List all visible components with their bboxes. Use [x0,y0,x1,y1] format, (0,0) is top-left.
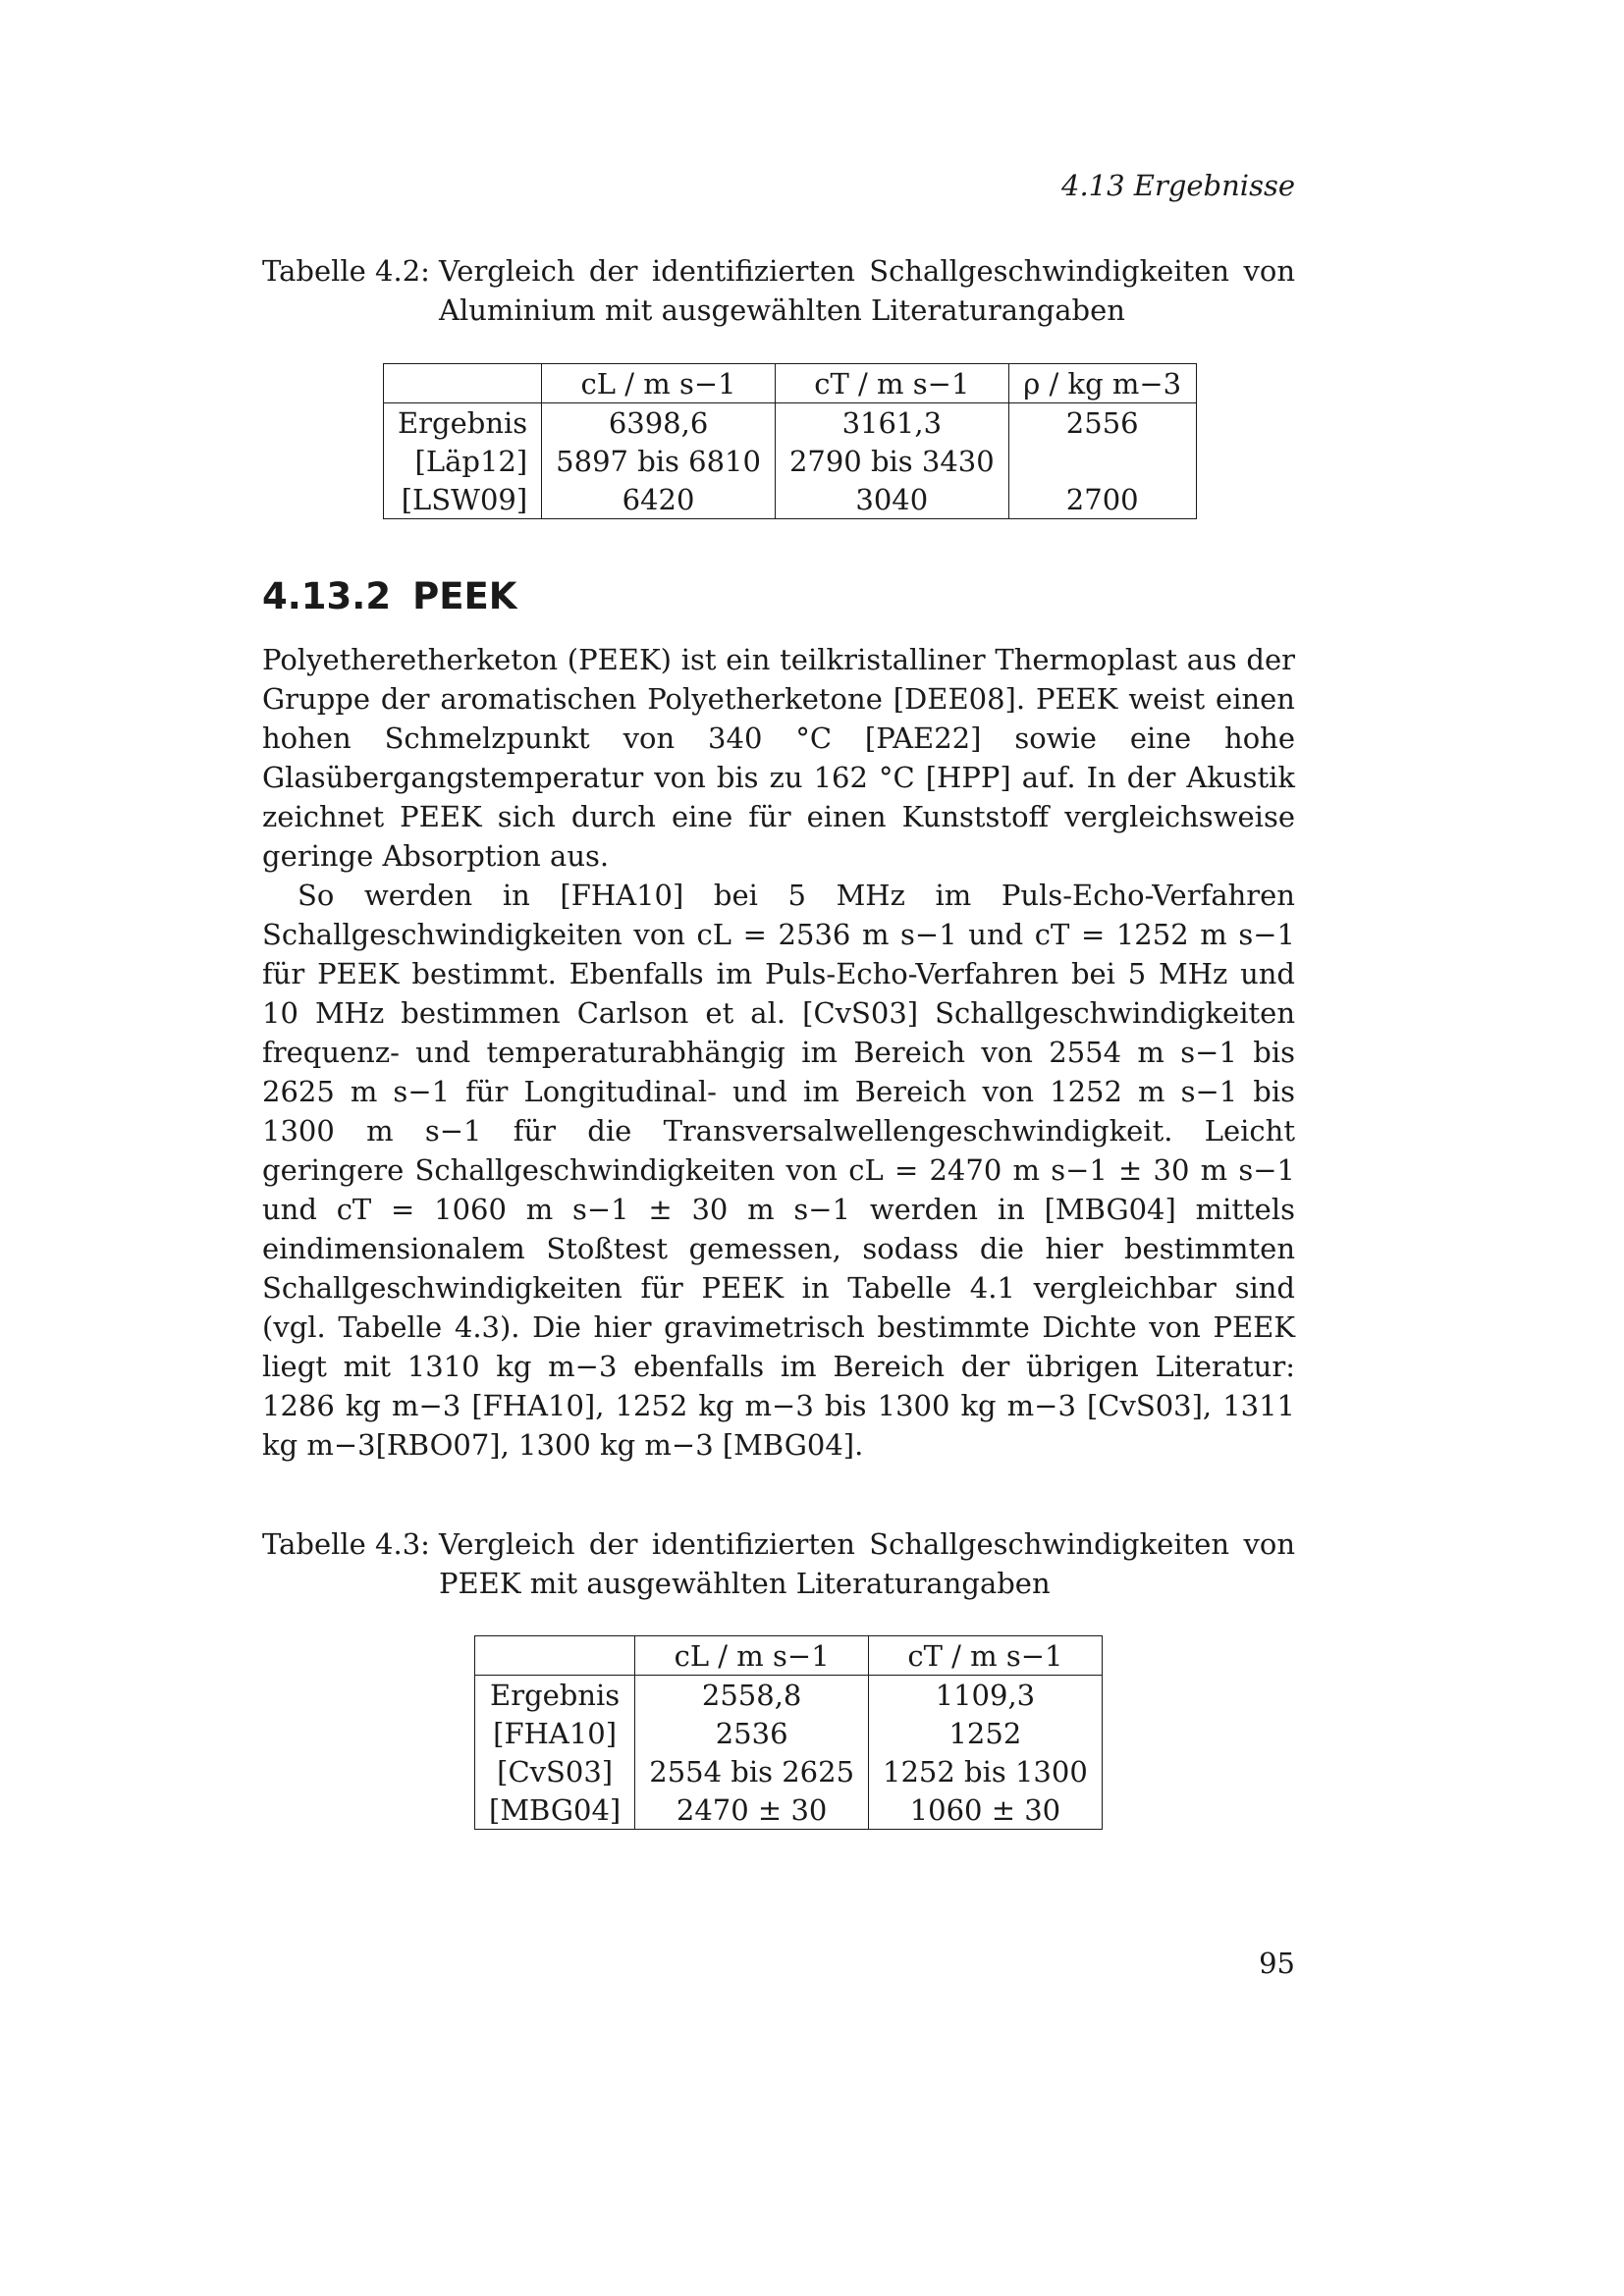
table-cell: 2554 bis 2625 [635,1752,869,1790]
paragraph: Polyetheretherketon (PEEK) ist ein teilkristalliner Thermoplast aus der Gruppe der aromatischen Polyetherketone [DEE08]. PEEK weist einen hohen Schmelzpunkt von 340 °C [PAE22] sowie eine hohe Glasübergangstemperatur von bis zu 162 °C [HPP] auf. In der Akustik zeichnet PEEK sich durch eine für einen Kunststoff vergleichsweise geringe Absorption aus. [262,643,1295,873]
column-header: ρ / kg m−3 [1008,364,1196,403]
table-row [475,1790,1103,1830]
caption-text: Vergleich der identifizierten Schallgeschwindigkeiten von Aluminium mit ausgewählten Literaturangaben [439,254,1295,327]
table-cell: 2556 [1008,403,1196,443]
table-cell: 2790 bis 3430 [775,442,1008,480]
paragraph: So werden in [FHA10] bei 5 MHz im Puls-Echo-Verfahren Schallgeschwindigkeiten von cL = 2536 m s−1 und cT = 1252 m s−1 für PEEK bestimmt. Ebenfalls im Puls-Echo-Verfahren bei 5 MHz und 10 MHz bestimmen Carlson et al. [CvS03] Schallgeschwindigkeiten frequenz- und temperaturabhängig im Bereich von 2554 m s−1 bis 2625 m s−1 für Longitudinal- und im Bereich von 1252 m s−1 bis 1300 m s−1 für die Transversalwellengeschwindigkeit. Leicht geringere Schallgeschwindigkeiten von cL = 2470 m s−1 ± 30 m s−1 und cT = 1060 m s−1 ± 30 m s−1 werden in [MBG04] mittels eindimensionalem Stoßtest gemessen, sodass die hier bestimmten Schallgeschwindigkeiten für PEEK in Tabelle 4.1 vergleichbar sind (vgl. Tabelle 4.3). Die hier gravimetrisch bestimmte Dichte von PEEK liegt mit 1310 kg m−3 ebenfalls im Bereich der übrigen Literatur: 1286 kg m−3 [FHA10], 1252 kg m−3 bis 1300 kg m−3 [CvS03], 1311 kg m−3[RBO07], 1300 kg m−3 [MBG04]. [262,879,1295,1462]
running-header: 4.13 Ergebnisse [1061,169,1295,202]
table-cell: 5897 bis 6810 [542,442,776,480]
column-header: cT / m s−1 [869,1636,1103,1676]
table-caption [262,1524,1295,1603]
table-row [384,480,1197,519]
table-cell: 3161,3 [775,403,1008,443]
column-header: cT / m s−1 [775,364,1008,403]
data-table-aluminium [383,363,1197,519]
table-cell: 1252 bis 1300 [869,1752,1103,1790]
table-caption [262,251,1295,330]
table-header-row [384,364,1197,403]
table-cell: 2536 [635,1714,869,1752]
row-label: [MBG04] [475,1790,635,1830]
row-label: Ergebnis [384,403,542,443]
table-header-row [475,1636,1103,1676]
table-cell: 3040 [775,480,1008,519]
section-heading [262,575,516,617]
table-row [384,442,1197,480]
column-header: cL / m s−1 [635,1636,869,1676]
table-cell: 1109,3 [869,1676,1103,1715]
table-cell: 6420 [542,480,776,519]
table-cell: 2700 [1008,480,1196,519]
section-number: 4.13.2 [262,575,392,617]
table-row [475,1752,1103,1790]
column-header [475,1636,635,1676]
row-label: Ergebnis [475,1676,635,1715]
column-header [384,364,542,403]
body-text [262,640,1295,1465]
caption-text: Vergleich der identifizierten Schallgeschwindigkeiten von PEEK mit ausgewählten Literaturangaben [439,1527,1295,1600]
row-label: [CvS03] [475,1752,635,1790]
table-cell: 6398,6 [542,403,776,443]
data-table-peek [474,1635,1103,1830]
table-row [475,1714,1103,1752]
caption-label: Tabelle 4.3: [262,1527,430,1561]
table-cell: 2558,8 [635,1676,869,1715]
row-label: [Läp12] [384,442,542,480]
table-cell: 1060 ± 30 [869,1790,1103,1830]
table-cell [1008,442,1196,480]
table-cell: 1252 [869,1714,1103,1752]
section-title: PEEK [412,575,517,617]
caption-label: Tabelle 4.2: [262,254,430,288]
column-header: cL / m s−1 [542,364,776,403]
table-cell: 2470 ± 30 [635,1790,869,1830]
table-row [384,403,1197,443]
table-row [475,1676,1103,1715]
row-label: [FHA10] [475,1714,635,1752]
page-number: 95 [1259,1947,1295,1980]
row-label: [LSW09] [384,480,542,519]
